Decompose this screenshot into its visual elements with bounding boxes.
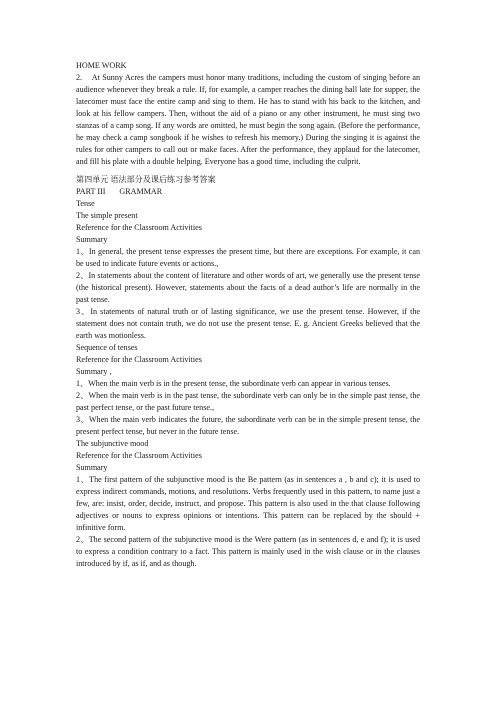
sequence-item-3: 3、When the main verb indicates the future, the subordinate verb can be in the simple present tense, the present perfect tense, but never in the future tense. [76, 415, 420, 436]
subsection-heading-simple-present: The simple present [76, 211, 138, 220]
part-name: GRAMMAR [119, 187, 163, 196]
subsection-heading-subjunctive: The subjunctive mood [76, 439, 149, 448]
simple-present-item-3: 3、In statements of natural truth or of lasting significance, we use the present tense. However, if the statement does not contain truth, we do not use the present tense. E. g. Ancient Greeks believed that the earth was motionless. [76, 307, 420, 340]
homework-heading: HOME WORK [76, 61, 127, 70]
part-heading [76, 186, 420, 198]
subsection-heading-sequence: Sequence of tenses [76, 343, 138, 352]
reference-heading: Reference for the Classroom Activities [76, 451, 202, 460]
homework-paragraph: 2. At Sunny Acres the campers must honor many traditions, including the custom of singing before an audience whenever they break a rule. If, for example, a camper reaches the dining hall late for supper, the latecomer must face the entire camp and sing to them. He has to stand with his back to the kitchen, and look at his fellow campers. Then, without the aid of a piano or any other instrument, he must sing two stanzas of a camp song. If any words are omitted, he must begin the song again. (Before the performance, he may check a camp songbook if he wishes to refresh his memory.) During the singing it is against the rules for other campers to call out or make faces. After the performance, they applaud for the latecomer, and fill his plate with a double helping. Everyone has a good time, including the culprit. [76, 73, 420, 166]
section-heading-tense: Tense [76, 199, 95, 208]
reference-heading: Reference for the Classroom Activities [76, 223, 202, 232]
simple-present-item-1: 1、In general, the present tense expresses the present time, but there are exceptions. For example, it can be used to indicate future events or actions., [76, 247, 420, 268]
sequence-item-1: 1、When the main verb is in the present tense, the subordinate verb can appear in various tenses. [76, 379, 391, 388]
subjunctive-item-2: 2、The second pattern of the subjunctive mood is the Were pattern (as in sentences d, e and f); it is used to express a condition contrary to a fact. This pattern is mainly used in the wish clause or in the clauses introduced by if, as if, and as though. [76, 535, 420, 568]
summary-heading: Summary [76, 463, 108, 472]
part-label: PART III [76, 187, 106, 196]
simple-present-item-2: 2、In statements about the content of literature and other words of art, we generally use the present tense (the historical present). However, statements about the facts of a dead author’s life are normally in the past tense. [76, 271, 420, 304]
subjunctive-item-1: 1、The first pattern of the subjunctive mood is the Be pattern (as in sentences a , b and c); it is used to express indirect commands, motions, and resolutions. Verbs frequently used in this pattern, to name just a few, are: insist, order, decide, instruct, and propose. This pattern is also used in the that clause following adjectives or nouns to express opinions or intentions. This pattern can be replaced by the should + infinitive form. [76, 475, 420, 532]
sequence-item-2: 2、When the main verb is in the past tense, the subordinate verb can only be in the simple past tense, the past perfect tense, or the past future tense., [76, 391, 420, 412]
summary-heading: Summary [76, 235, 108, 244]
reference-heading: Reference for the Classroom Activities [76, 355, 202, 364]
summary-heading: Summary , [76, 367, 112, 376]
unit-title: 第四单元 语法部分及课后练习参考答案 [76, 175, 216, 184]
document-body [76, 60, 420, 570]
